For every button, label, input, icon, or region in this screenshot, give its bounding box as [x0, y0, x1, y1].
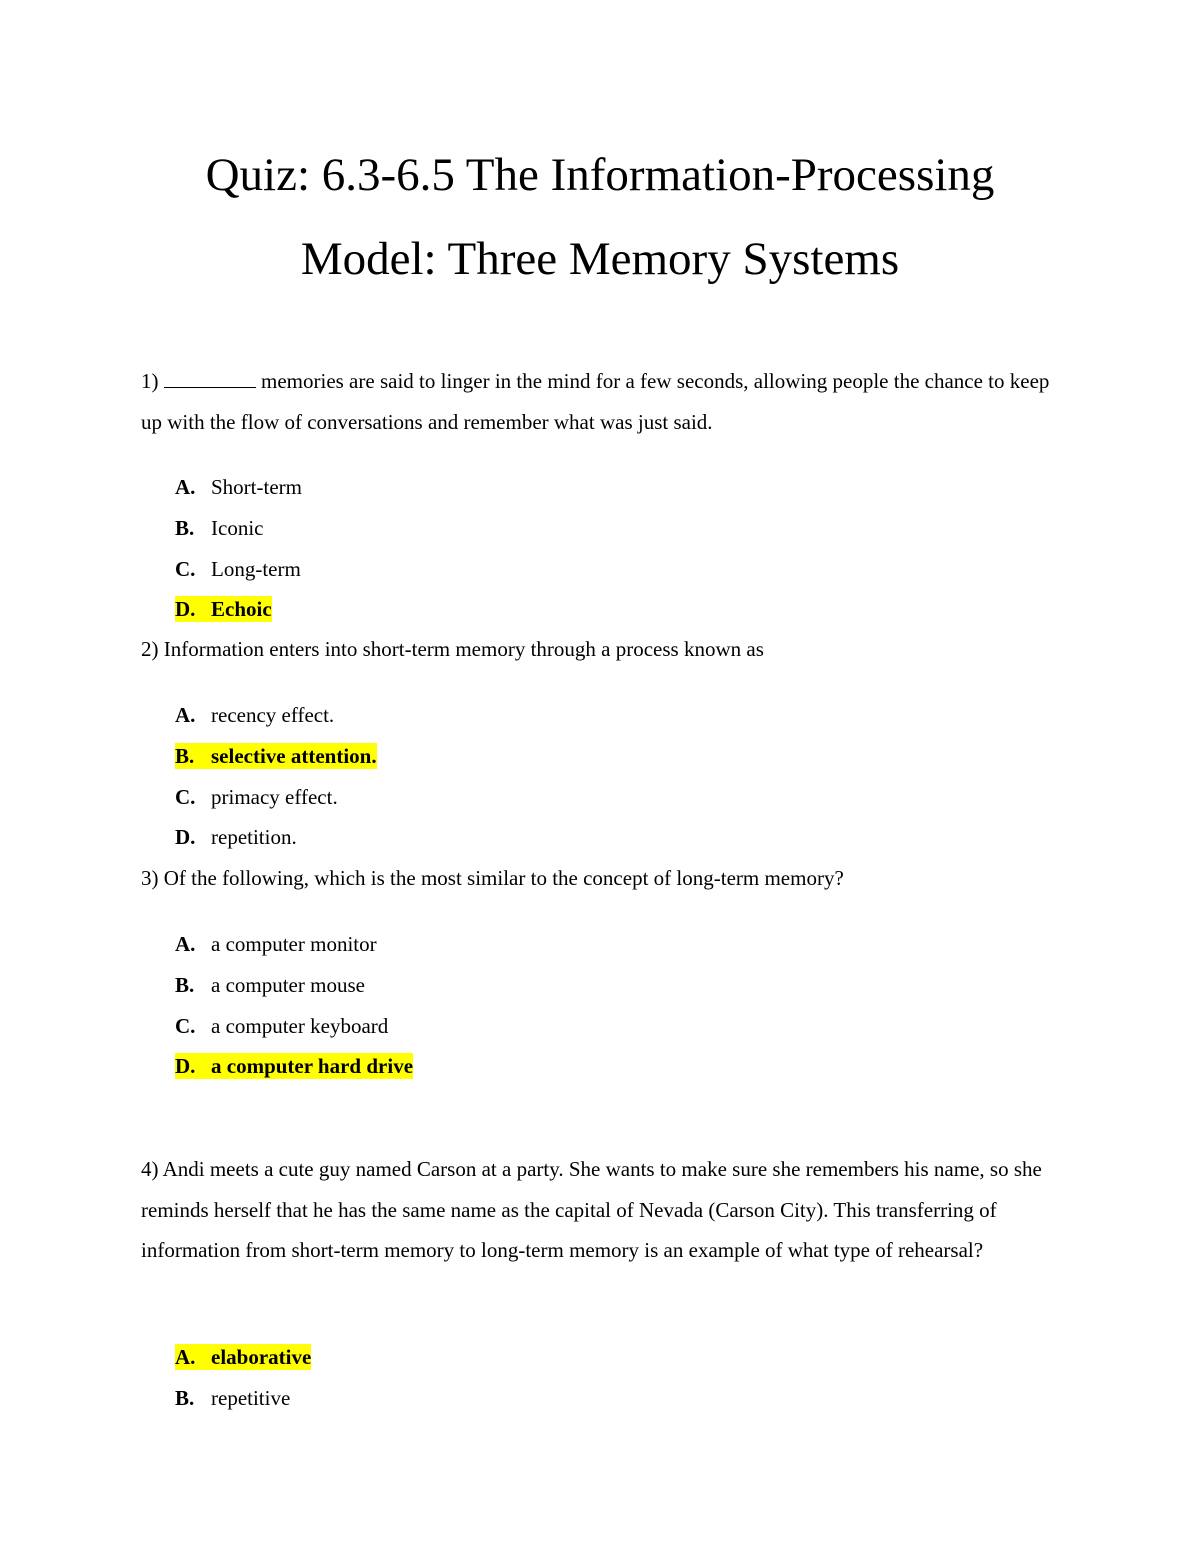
answer-highlight: D. Echoic [175, 597, 272, 622]
question-2-text [141, 629, 1061, 670]
question-body: Of the following, which is the most similar to the concept of long-term memory? [163, 866, 844, 890]
question-4-text [141, 1149, 1061, 1271]
option-b: B. Iconic [175, 515, 264, 540]
question-3-options [175, 924, 413, 1087]
option-a: A. a computer monitor [175, 932, 377, 956]
option-a: A. Short-term [175, 475, 302, 499]
question-number: 3) [141, 866, 159, 890]
question-number: 1) [141, 369, 159, 393]
answer-highlight: D. a computer hard drive [175, 1054, 414, 1079]
question-1-text [141, 361, 1061, 442]
option-a: A. recency effect. [175, 703, 335, 727]
question-body: memories are said to linger in the mind for a few seconds, allowing people the chance to keep up with the flow of conversations and remember what was just said. [141, 369, 1050, 434]
option-b-answer [175, 736, 377, 777]
answer-highlight: A. elaborative [175, 1345, 312, 1369]
question-number: 2) [141, 637, 159, 661]
page-title-line-1: Quiz: 6.3-6.5 The Information-Processing [205, 149, 995, 201]
option-d-answer [175, 589, 302, 630]
option-a-answer [175, 1337, 311, 1378]
answer-highlight: B. selective attention. [175, 743, 377, 768]
option-c: C. primacy effect. [175, 784, 338, 809]
option-d: D. repetition. [175, 825, 297, 850]
fill-in-blank [164, 369, 256, 388]
option-d-answer [175, 1046, 413, 1087]
question-body: Andi meets a cute guy named Carson at a party. She wants to make sure she remembers his name, so she reminds herself that he has the same name as the capital of Nevada (Carson City). This transferring of information from short-term memory to long-term memory is an example of what type of rehearsal? [141, 1157, 1042, 1262]
option-b: B. repetitive [175, 1385, 291, 1410]
question-2-options [175, 695, 377, 858]
option-b: B. a computer mouse [175, 972, 365, 997]
question-4-options [175, 1337, 311, 1419]
option-c: C. a computer keyboard [175, 1013, 389, 1038]
question-3-text [141, 858, 1061, 899]
option-c: C. Long-term [175, 556, 301, 581]
question-number: 4) [141, 1157, 159, 1181]
page-title-line-2: Model: Three Memory Systems [300, 233, 900, 285]
question-body: Information enters into short-term memory through a process known as [163, 637, 764, 661]
question-1-options [175, 467, 302, 630]
